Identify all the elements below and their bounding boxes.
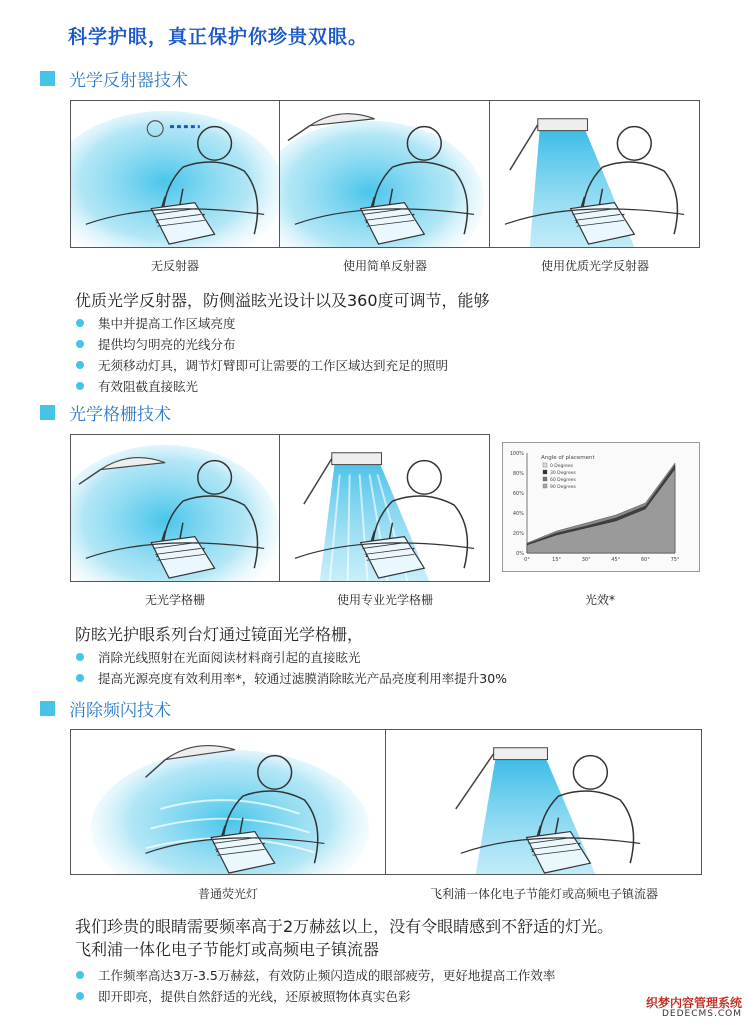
section-marker-icon [40, 405, 55, 420]
chart-legend-label: 0 Degrees [550, 464, 574, 469]
flicker-lead: 我们珍贵的眼睛需要频率高于2万赫兹以上，没有令眼睛感到不舒适的灯光。 [75, 917, 614, 936]
flicker-bullets [76, 964, 555, 1006]
fluorescent-illustration-icon [71, 730, 385, 874]
watermark-line2: DEDECMS.COM [662, 1009, 742, 1020]
chart-legend-label: 90 Degrees [550, 485, 576, 490]
bullet-icon [76, 382, 84, 390]
bullet-icon [76, 319, 84, 327]
chart-x-tick-label: 75° [670, 557, 680, 563]
no-reflector-illustration-icon [71, 101, 279, 247]
no-grille-illustration-icon [71, 435, 279, 581]
chart-x-tick-label: 0° [524, 557, 530, 563]
reflector-illustrations [70, 100, 700, 248]
efficiency-chart-svg [503, 443, 699, 571]
simple-reflector-illustration-icon [280, 101, 489, 247]
chart-legend-swatch [543, 477, 547, 481]
caption-no-reflector: 无反射器 [150, 259, 199, 273]
illustration-fluorescent [70, 729, 386, 875]
chart-legend-swatch [543, 470, 547, 474]
reflector-bullets [76, 312, 448, 396]
bullet-icon [76, 674, 84, 682]
section-heading-text: 光学反射器技术 [69, 71, 188, 91]
chart-x-tick-label: 15° [552, 557, 562, 563]
list-item: 提供均匀明亮的光线分布 [76, 333, 448, 354]
illustration-philips-ballast [386, 729, 702, 875]
section-heading-text: 光学格栅技术 [69, 405, 171, 425]
section-marker-icon [40, 71, 55, 86]
reflector-lead: 优质光学反射器，防侧溢眩光设计以及360度可调节，能够 [75, 291, 490, 310]
chart-x-tick-label: 60° [640, 557, 650, 563]
bullet-icon [76, 971, 84, 979]
chart-legend-label: 30 Degrees [550, 471, 576, 476]
list-item: 提高光源亮度有效利用率*，较通过滤膜消除眩光产品亮度利用率提升30% [76, 667, 507, 688]
caption-efficiency: 光效* [584, 593, 615, 607]
illustration-quality-reflector [490, 100, 700, 248]
flicker-illustrations [70, 729, 702, 875]
chart-y-tick-label: 80% [512, 471, 524, 477]
chart-x-tick-label: 30° [581, 557, 591, 563]
list-item: 即开即亮，提供自然舒适的光线，还原被照物体真实色彩 [76, 985, 555, 1006]
list-item: 消除光线照射在光面阅读材料商引起的直接眩光 [76, 646, 507, 667]
grille-illustrations [70, 434, 490, 582]
chart-y-tick-label: 60% [512, 491, 524, 497]
caption-pro-grille: 使用专业光学格栅 [336, 593, 433, 607]
bullet-icon [76, 361, 84, 369]
watermark [646, 997, 742, 1020]
pro-grille-illustration-icon [280, 435, 489, 581]
efficiency-chart [502, 442, 700, 572]
illustration-pro-grille [280, 434, 490, 582]
chart-y-tick-label: 0% [516, 551, 524, 557]
chart-y-tick-label: 40% [512, 511, 524, 517]
section-heading-reflector [40, 66, 188, 91]
chart-legend-swatch [543, 484, 547, 488]
flicker-lead-2: 飞利浦一体化电子节能灯或高频电子镇流器 [75, 940, 380, 959]
philips-ballast-illustration-icon [386, 730, 701, 874]
illustration-no-reflector [70, 100, 280, 248]
bullet-icon [76, 340, 84, 348]
chart-x-tick-label: 45° [611, 557, 621, 563]
chart-y-tick-label: 20% [512, 531, 524, 537]
illustration-no-grille [70, 434, 280, 582]
section-heading-grille [40, 400, 171, 425]
page-title: 科学护眼，真正保护你珍贵双眼。 [68, 26, 369, 48]
section-heading-text: 消除频闪技术 [69, 701, 171, 721]
quality-reflector-illustration-icon [490, 101, 699, 247]
chart-legend-swatch [543, 463, 547, 467]
caption-philips-ballast: 飞利浦一体化电子节能灯或高频电子镇流器 [429, 887, 658, 901]
list-item: 集中并提高工作区域亮度 [76, 312, 448, 333]
illustration-simple-reflector [280, 100, 490, 248]
grille-lead: 防眩光护眼系列台灯通过镜面光学格栅， [75, 625, 364, 644]
caption-no-grille: 无光学格栅 [144, 593, 205, 607]
chart-title: Angle of placement [541, 455, 595, 461]
bullet-icon [76, 992, 84, 1000]
section-heading-flicker [40, 696, 171, 721]
caption-quality-reflector: 使用优质光学反射器 [540, 259, 649, 273]
list-item: 无须移动灯具，调节灯臂即可让需要的工作区域达到充足的照明 [76, 354, 448, 375]
chart-legend-label: 60 Degrees [550, 478, 576, 483]
bullet-icon [76, 653, 84, 661]
grille-bullets [76, 646, 507, 688]
chart-y-tick-label: 100% [509, 451, 524, 457]
list-item: 工作频率高达3万-3.5万赫兹，有效防止频闪造成的眼部疲劳，更好地提高工作效率 [76, 964, 555, 985]
caption-simple-reflector: 使用简单反射器 [342, 259, 427, 273]
caption-fluorescent: 普通荧光灯 [197, 887, 258, 901]
list-item: 有效阻截直接眩光 [76, 375, 448, 396]
section-marker-icon [40, 701, 55, 716]
watermark-line1: 织梦内容管理系统 [645, 995, 742, 1010]
